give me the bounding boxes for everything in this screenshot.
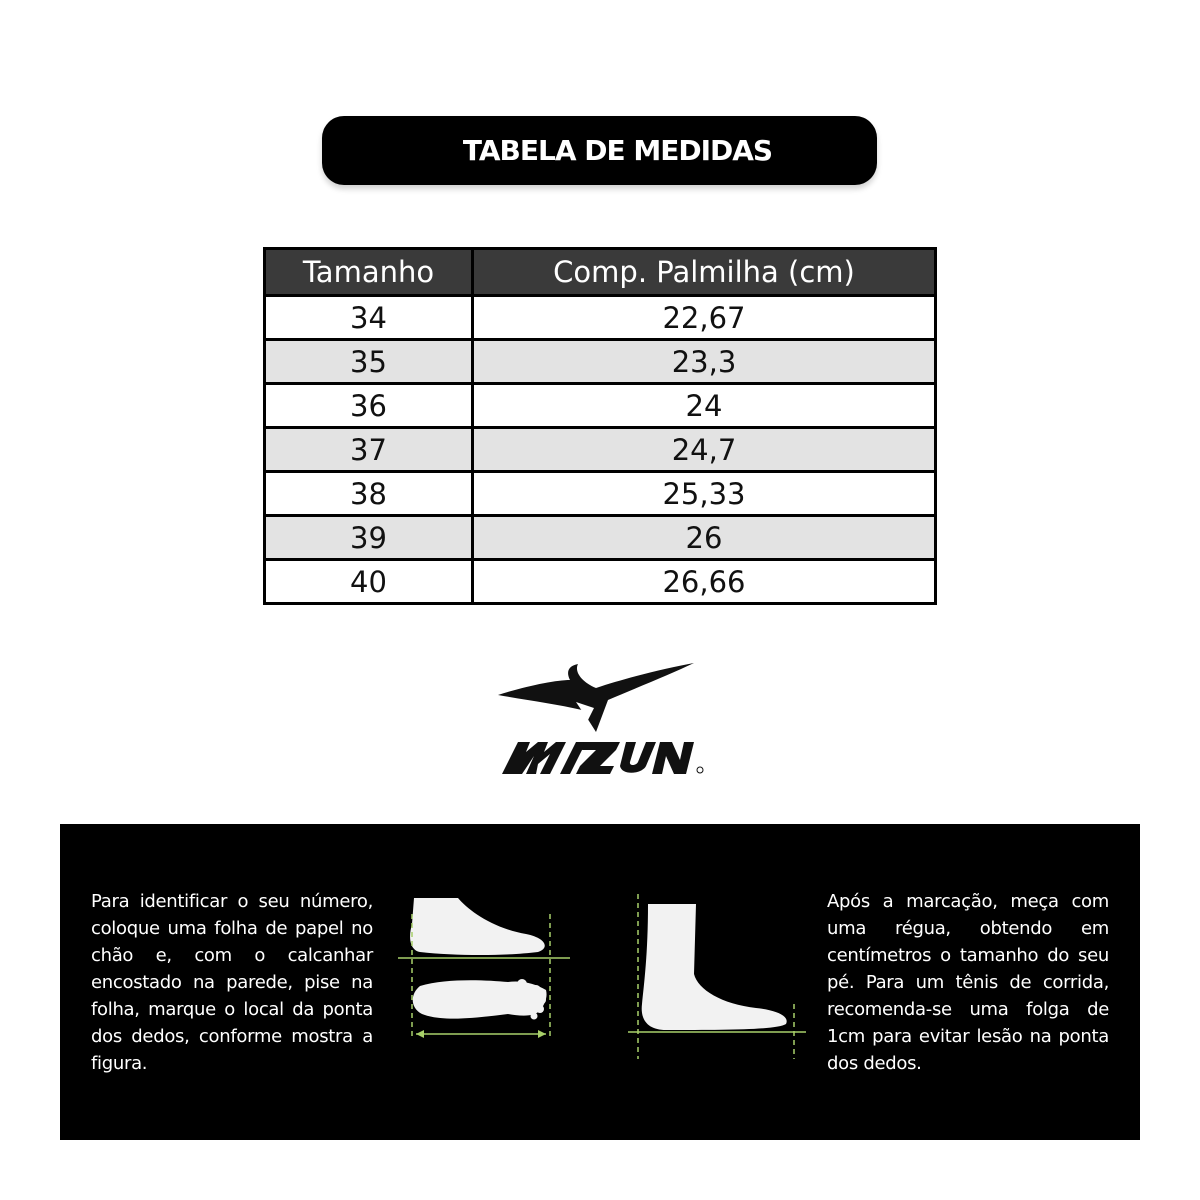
mizuno-runbird-icon: [498, 663, 694, 732]
foot-standing-icon: [642, 904, 787, 1030]
size-cell: 35: [265, 340, 473, 384]
foot-measure-illustration: [396, 894, 576, 1044]
length-cell: 26: [473, 516, 936, 560]
length-cell: 22,67: [473, 296, 936, 340]
foot-wall-illustration: [626, 894, 806, 1064]
size-cell: 37: [265, 428, 473, 472]
size-table: [263, 247, 937, 605]
instructions-left-text: Para identificar o seu número, coloque uma folha de papel no chão e, com o calcanhar encostado na parede, pise na folha, marque o local da ponta dos dedos, conforme mostra a figura.: [91, 891, 373, 1074]
size-cell: 34: [265, 296, 473, 340]
size-cell: 40: [265, 560, 473, 604]
length-cell: 23,3: [473, 340, 936, 384]
foot-top-icon: [413, 979, 547, 1020]
table-row: [265, 340, 936, 384]
instructions-right-text: Após a marcação, meça com uma régua, obtendo em centímetros o tamanho do seu pé. Para um tênis de corrida, recomenda-se uma folga de 1cm para evitar lesão na ponta dos dedos.: [827, 891, 1109, 1074]
table-row: [265, 472, 936, 516]
header-size: Tamanho: [265, 249, 473, 296]
header-insole-length: Comp. Palmilha (cm): [473, 249, 936, 296]
foot-side-icon: [410, 898, 545, 955]
instructions-panel: [60, 824, 1140, 1140]
table-row: [265, 516, 936, 560]
length-cell: 26,66: [473, 560, 936, 604]
size-cell: 38: [265, 472, 473, 516]
length-cell: 24: [473, 384, 936, 428]
size-cell: 36: [265, 384, 473, 428]
page-title: TABELA DE MEDIDAS: [462, 134, 773, 167]
table-row: [265, 560, 936, 604]
length-cell: 25,33: [473, 472, 936, 516]
length-cell: 24,7: [473, 428, 936, 472]
table-header-row: [265, 249, 936, 296]
title-banner: [322, 116, 877, 185]
table-row: [265, 296, 936, 340]
mizuno-wordmark: [502, 742, 703, 774]
size-cell: 39: [265, 516, 473, 560]
table-row: [265, 384, 936, 428]
table-row: [265, 428, 936, 472]
mizuno-logo: [496, 660, 706, 780]
